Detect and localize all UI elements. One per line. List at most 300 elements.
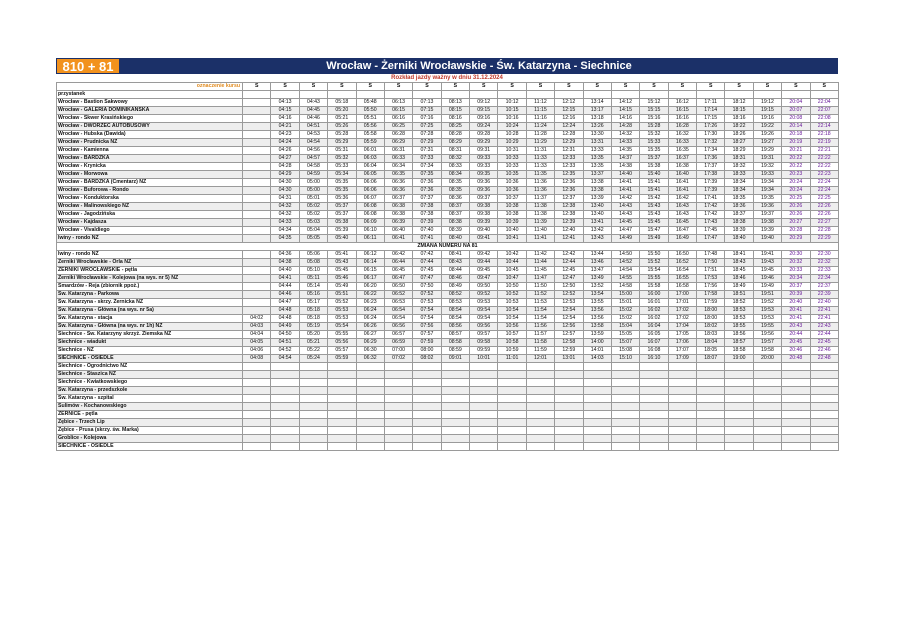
departure-time: 06:47	[384, 275, 412, 283]
empty-cell	[782, 91, 810, 99]
course-marker-row	[57, 83, 839, 91]
departure-time: 16:01	[640, 299, 668, 307]
stop-name: Siechnice - Św. Katarzyny skrzyż. Ziemska NŻ	[57, 331, 243, 339]
departure-time	[498, 387, 526, 395]
departure-time: 08:54	[441, 315, 469, 323]
timetable-row	[57, 115, 839, 123]
departure-time: 09:45	[470, 267, 498, 275]
departure-time: 06:40	[384, 227, 412, 235]
timetable-row	[57, 259, 839, 267]
departure-time: 12:24	[555, 123, 583, 131]
departure-time: 13:17	[583, 107, 611, 115]
departure-time: 20:22	[782, 163, 810, 171]
departure-time	[328, 395, 356, 403]
stop-name: Siechnice - NŻ	[57, 347, 243, 355]
departure-time: 11:42	[526, 251, 554, 259]
stop-name: Wrocław - DWORZEC AUTOBUSOWY	[57, 123, 243, 131]
departure-time	[583, 379, 611, 387]
departure-time	[810, 419, 838, 427]
departure-time: 17:42	[697, 211, 725, 219]
departure-time	[697, 403, 725, 411]
departure-time: 12:36	[555, 179, 583, 187]
stop-name: Żębice - Prusa (skrzy. św. Marka)	[57, 427, 243, 435]
departure-time	[668, 371, 696, 379]
departure-time	[668, 395, 696, 403]
departure-time: 05:49	[328, 283, 356, 291]
departure-time: 12:38	[555, 211, 583, 219]
departure-time: 05:41	[328, 251, 356, 259]
departure-time: 05:21	[299, 339, 327, 347]
departure-time	[498, 371, 526, 379]
departure-time	[470, 363, 498, 371]
departure-time: 16:15	[668, 107, 696, 115]
departure-time: 22:48	[810, 355, 838, 363]
course-marker: S	[470, 83, 498, 91]
departure-time	[356, 371, 384, 379]
departure-time: 22:07	[810, 107, 838, 115]
departure-time: 15:12	[640, 99, 668, 107]
departure-time: 13:33	[583, 147, 611, 155]
departure-time: 17:15	[697, 115, 725, 123]
departure-time	[271, 363, 299, 371]
departure-time: 17:56	[697, 283, 725, 291]
departure-time	[243, 227, 271, 235]
departure-time: 04:38	[271, 259, 299, 267]
departure-time: 05:18	[299, 307, 327, 315]
departure-time	[611, 371, 639, 379]
departure-time	[668, 403, 696, 411]
departure-time: 10:59	[498, 347, 526, 355]
departure-time: 08:35	[441, 179, 469, 187]
departure-time: 07:59	[413, 339, 441, 347]
departure-time	[243, 403, 271, 411]
departure-time: 11:38	[526, 211, 554, 219]
timetable-row	[57, 195, 839, 203]
departure-time: 12:15	[555, 107, 583, 115]
departure-time: 06:57	[384, 331, 412, 339]
departure-time: 06:07	[356, 195, 384, 203]
departure-time: 22:43	[810, 323, 838, 331]
departure-time	[299, 411, 327, 419]
departure-time: 16:35	[668, 147, 696, 155]
stop-name: Iwiny - rondo NŻ	[57, 251, 243, 259]
departure-time	[611, 411, 639, 419]
departure-time: 07:37	[413, 195, 441, 203]
departure-time: 09:56	[470, 323, 498, 331]
departure-time: 08:00	[413, 347, 441, 355]
departure-time: 14:33	[611, 139, 639, 147]
departure-time: 22:34	[810, 275, 838, 283]
course-marker: S	[243, 83, 271, 91]
departure-time	[328, 435, 356, 443]
departure-time: 19:55	[753, 323, 781, 331]
departure-time: 22:18	[810, 131, 838, 139]
departure-time: 16:50	[668, 251, 696, 259]
departure-time: 08:32	[441, 155, 469, 163]
departure-time: 15:35	[640, 147, 668, 155]
departure-time: 13:55	[583, 299, 611, 307]
departure-time: 08:16	[441, 115, 469, 123]
course-marker: S	[753, 83, 781, 91]
departure-time: 14:45	[611, 219, 639, 227]
stop-name: Wrocław - Hubska (Dawida)	[57, 131, 243, 139]
departure-time	[640, 387, 668, 395]
departure-time: 22:29	[810, 235, 838, 243]
departure-time	[441, 435, 469, 443]
departure-time: 22:04	[810, 99, 838, 107]
departure-time: 06:36	[384, 179, 412, 187]
empty-cell	[526, 91, 554, 99]
departure-time: 19:58	[753, 347, 781, 355]
departure-time: 17:42	[697, 203, 725, 211]
departure-time	[243, 371, 271, 379]
departure-time: 05:03	[299, 219, 327, 227]
departure-time: 04:13	[271, 99, 299, 107]
departure-time: 07:28	[413, 131, 441, 139]
departure-time: 07:29	[413, 139, 441, 147]
departure-time: 08:15	[441, 107, 469, 115]
departure-time: 05:53	[328, 315, 356, 323]
departure-time: 11:31	[526, 147, 554, 155]
departure-time: 04:53	[299, 131, 327, 139]
departure-time	[243, 203, 271, 211]
departure-time	[526, 435, 554, 443]
departure-time: 05:08	[299, 259, 327, 267]
departure-time: 18:53	[725, 315, 753, 323]
departure-time: 04:48	[271, 315, 299, 323]
timetable-row	[57, 403, 839, 411]
departure-time: 04:47	[271, 299, 299, 307]
departure-time: 12:36	[555, 187, 583, 195]
departure-time	[271, 371, 299, 379]
departure-time: 06:06	[356, 187, 384, 195]
departure-time	[526, 419, 554, 427]
timetable-row	[57, 443, 839, 451]
course-marker: S	[299, 83, 327, 91]
departure-time	[753, 363, 781, 371]
departure-time: 22:39	[810, 291, 838, 299]
departure-time: 16:04	[640, 323, 668, 331]
departure-time: 22:40	[810, 299, 838, 307]
departure-time: 07:36	[413, 187, 441, 195]
departure-time: 16:16	[668, 115, 696, 123]
departure-time: 04:45	[299, 107, 327, 115]
empty-cell	[356, 91, 384, 99]
departure-time: 05:48	[356, 99, 384, 107]
departure-time: 09:36	[470, 179, 498, 187]
stop-header-row	[57, 91, 839, 99]
departure-time	[356, 411, 384, 419]
departure-time: 08:31	[441, 147, 469, 155]
departure-time: 05:55	[328, 331, 356, 339]
departure-time: 06:27	[356, 331, 384, 339]
departure-time: 05:29	[328, 139, 356, 147]
departure-time: 09:47	[470, 275, 498, 283]
departure-time: 13:39	[583, 195, 611, 203]
departure-time: 10:33	[498, 155, 526, 163]
course-marker: S	[498, 83, 526, 91]
empty-cell	[243, 91, 271, 99]
departure-time: 11:39	[526, 219, 554, 227]
departure-time	[697, 427, 725, 435]
stop-name: Wrocław - Buforowa - Rondo	[57, 187, 243, 195]
departure-time: 18:22	[725, 123, 753, 131]
departure-time	[271, 411, 299, 419]
departure-time: 06:34	[384, 163, 412, 171]
departure-time: 10:54	[498, 315, 526, 323]
departure-time: 13:14	[583, 99, 611, 107]
timetable-row	[57, 131, 839, 139]
departure-time: 20:00	[753, 355, 781, 363]
departure-time: 15:38	[640, 163, 668, 171]
departure-time: 11:35	[526, 171, 554, 179]
departure-time: 06:11	[356, 235, 384, 243]
departure-time	[668, 443, 696, 451]
stop-name: Siechnice - Ogrodnictwo NŻ	[57, 363, 243, 371]
departure-time: 06:12	[356, 251, 384, 259]
departure-time: 09:15	[470, 107, 498, 115]
departure-time: 12:45	[555, 267, 583, 275]
departure-time	[384, 363, 412, 371]
departure-time: 12:33	[555, 155, 583, 163]
departure-time: 18:04	[697, 339, 725, 347]
departure-time: 06:45	[384, 267, 412, 275]
departure-time: 16:47	[668, 227, 696, 235]
route-title: Wrocław - Żerniki Wrocławskie - Św. Katarzyna - Siechnice	[326, 60, 632, 72]
departure-time: 04:49	[271, 323, 299, 331]
departure-time	[583, 419, 611, 427]
departure-time: 05:18	[299, 315, 327, 323]
departure-time	[441, 403, 469, 411]
departure-time: 19:16	[753, 115, 781, 123]
departure-time	[640, 395, 668, 403]
departure-time: 19:56	[753, 331, 781, 339]
departure-time: 08:39	[441, 227, 469, 235]
course-marker: S	[555, 83, 583, 91]
departure-time	[243, 443, 271, 451]
departure-time: 09:29	[470, 139, 498, 147]
departure-time: 22:30	[810, 251, 838, 259]
departure-time	[299, 371, 327, 379]
departure-time	[498, 403, 526, 411]
departure-time	[555, 363, 583, 371]
departure-time: 04:35	[271, 235, 299, 243]
departure-time: 04:46	[299, 115, 327, 123]
departure-time	[328, 411, 356, 419]
departure-time: 08:25	[441, 123, 469, 131]
timetable-row	[57, 155, 839, 163]
departure-time	[243, 291, 271, 299]
departure-time: 10:01	[470, 355, 498, 363]
departure-time: 18:57	[725, 339, 753, 347]
departure-time	[243, 107, 271, 115]
course-marker: S	[668, 83, 696, 91]
departure-time	[640, 419, 668, 427]
stop-name: Wrocław - GALERIA DOMINIKAŃSKA	[57, 107, 243, 115]
departure-time: 10:58	[498, 339, 526, 347]
departure-time: 06:44	[384, 259, 412, 267]
departure-time	[782, 403, 810, 411]
departure-time: 04:44	[271, 283, 299, 291]
departure-time: 12:47	[555, 275, 583, 283]
departure-time: 20:19	[782, 139, 810, 147]
departure-time	[243, 419, 271, 427]
departure-time	[243, 275, 271, 283]
timetable-row	[57, 323, 839, 331]
departure-time	[697, 387, 725, 395]
departure-time: 05:51	[328, 291, 356, 299]
departure-time: 20:08	[782, 115, 810, 123]
departure-time	[243, 411, 271, 419]
departure-time: 09:24	[470, 123, 498, 131]
departure-time	[555, 443, 583, 451]
departure-time: 18:33	[725, 171, 753, 179]
departure-time: 05:14	[299, 283, 327, 291]
departure-time	[668, 379, 696, 387]
departure-time: 07:54	[413, 315, 441, 323]
departure-time	[782, 419, 810, 427]
stop-name: Iwiny - rondo NŻ	[57, 235, 243, 243]
departure-time: 16:33	[668, 139, 696, 147]
departure-time: 14:32	[611, 131, 639, 139]
stop-name: ŻERNICE - pętla	[57, 411, 243, 419]
departure-time	[413, 443, 441, 451]
departure-time: 09:01	[441, 355, 469, 363]
empty-cell	[384, 91, 412, 99]
departure-time: 12:56	[555, 323, 583, 331]
departure-time: 06:30	[356, 347, 384, 355]
course-marker: S	[328, 83, 356, 91]
departure-time: 08:46	[441, 275, 469, 283]
departure-time: 22:24	[810, 187, 838, 195]
departure-time: 15:45	[640, 219, 668, 227]
departure-time: 08:33	[441, 163, 469, 171]
departure-time	[498, 363, 526, 371]
departure-time: 06:33	[384, 155, 412, 163]
departure-time: 14:40	[611, 171, 639, 179]
departure-time: 07:33	[413, 155, 441, 163]
departure-time: 04:30	[271, 179, 299, 187]
departure-time: 05:59	[328, 355, 356, 363]
departure-time: 18:51	[725, 291, 753, 299]
departure-time	[384, 427, 412, 435]
departure-time: 06:50	[384, 283, 412, 291]
departure-time	[328, 371, 356, 379]
departure-time	[470, 395, 498, 403]
departure-time: 08:41	[441, 251, 469, 259]
departure-time: 17:26	[697, 123, 725, 131]
departure-time: 06:06	[356, 179, 384, 187]
departure-time: 15:49	[640, 235, 668, 243]
departure-time: 08:52	[441, 291, 469, 299]
departure-time: 12:31	[555, 147, 583, 155]
departure-time: 20:30	[782, 251, 810, 259]
departure-time: 22:14	[810, 123, 838, 131]
departure-time	[753, 387, 781, 395]
departure-time: 08:28	[441, 131, 469, 139]
departure-time	[810, 371, 838, 379]
departure-time: 06:38	[384, 211, 412, 219]
departure-time: 10:47	[498, 275, 526, 283]
departure-time: 16:58	[668, 283, 696, 291]
departure-time: 04:59	[299, 171, 327, 179]
stop-name: Żerniki Wrocławskie - Kolejowa (na wys. nr 5) NŻ	[57, 275, 243, 283]
departure-time: 04:51	[271, 339, 299, 347]
empty-cell	[271, 91, 299, 99]
departure-time	[555, 403, 583, 411]
course-marker: S	[640, 83, 668, 91]
departure-time	[356, 427, 384, 435]
departure-time	[299, 403, 327, 411]
departure-time: 10:16	[498, 115, 526, 123]
departure-time: 19:22	[753, 123, 781, 131]
departure-time	[697, 379, 725, 387]
departure-time: 04:15	[271, 107, 299, 115]
departure-time	[526, 387, 554, 395]
departure-time: 22:19	[810, 139, 838, 147]
departure-time	[441, 443, 469, 451]
departure-time	[441, 419, 469, 427]
departure-time: 05:33	[328, 163, 356, 171]
departure-time	[384, 411, 412, 419]
timetable-row	[57, 371, 839, 379]
stop-name: Sulimów - Kochanowskiego	[57, 403, 243, 411]
departure-time: 16:52	[668, 259, 696, 267]
departure-time: 05:59	[356, 139, 384, 147]
departure-time	[299, 443, 327, 451]
departure-time: 16:55	[668, 275, 696, 283]
stop-name: Wrocław - Malinowskiego NŻ	[57, 203, 243, 211]
departure-time: 06:24	[356, 315, 384, 323]
departure-time: 05:04	[299, 227, 327, 235]
departure-time: 04:24	[271, 139, 299, 147]
departure-time: 09:52	[470, 291, 498, 299]
departure-time: 05:37	[328, 203, 356, 211]
course-marker: S	[611, 83, 639, 91]
departure-time: 16:38	[668, 163, 696, 171]
departure-time: 14:00	[583, 339, 611, 347]
departure-time: 15:33	[640, 139, 668, 147]
departure-time: 20:43	[782, 323, 810, 331]
departure-time: 09:39	[470, 219, 498, 227]
departure-time: 06:16	[384, 115, 412, 123]
departure-time: 06:52	[384, 291, 412, 299]
departure-time: 16:45	[668, 219, 696, 227]
departure-time: 10:24	[498, 123, 526, 131]
departure-time: 06:20	[356, 283, 384, 291]
departure-time: 04:33	[271, 219, 299, 227]
departure-time: 04:23	[271, 131, 299, 139]
departure-time	[243, 99, 271, 107]
departure-time: 12:37	[555, 195, 583, 203]
departure-time: 15:47	[640, 227, 668, 235]
timetable-row	[57, 347, 839, 355]
departure-time	[413, 363, 441, 371]
departure-time	[498, 411, 526, 419]
departure-time: 09:28	[470, 131, 498, 139]
timetable-sheet	[56, 58, 838, 451]
departure-time: 06:17	[356, 275, 384, 283]
departure-time: 20:41	[782, 307, 810, 315]
departure-time: 15:01	[611, 299, 639, 307]
departure-time: 08:35	[441, 187, 469, 195]
departure-time: 13:40	[583, 203, 611, 211]
stop-name: Wrocław - BARDZKA	[57, 155, 243, 163]
departure-time: 22:26	[810, 211, 838, 219]
departure-time: 06:03	[356, 155, 384, 163]
course-marker: S	[810, 83, 838, 91]
departure-time: 18:49	[725, 283, 753, 291]
